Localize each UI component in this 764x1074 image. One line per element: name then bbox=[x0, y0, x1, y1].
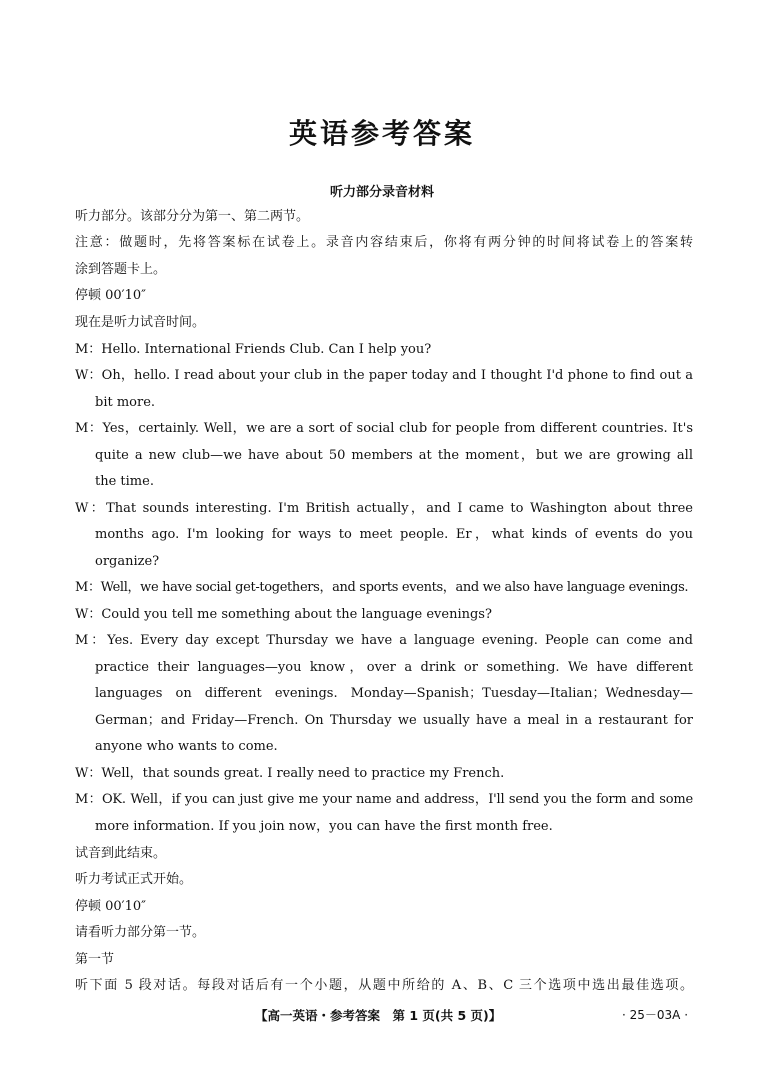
page-title: 英语参考答案 bbox=[288, 117, 475, 150]
dialogue-line: M：Well，we have social get-togethers，and sports events，and we also have language evenings. bbox=[75, 580, 689, 595]
page-code: · 25－03A · bbox=[622, 1008, 689, 1022]
dialogue-line: W：That sounds interesting. I'm British actually，and I came to Washington about three bbox=[75, 501, 693, 516]
section-heading: 第一节 bbox=[75, 952, 115, 967]
dialogue-line: anyone who wants to come. bbox=[95, 739, 278, 754]
text-line: 注意：做题时，先将答案标在试卷上。录音内容结束后，你将有两分钟的时间将试卷上的答案转 bbox=[75, 235, 693, 250]
text-line: 停顿 00′10″ bbox=[75, 288, 147, 303]
dialogue-line: W：Oh，hello. I read about your club in the paper today and I thought I'd phone to find out a bbox=[75, 368, 693, 383]
dialogue-line: German；and Friday—French. On Thursday we usually have a meal in a restaurant for bbox=[95, 713, 693, 728]
dialogue-line: the time. bbox=[95, 474, 154, 489]
text-line: 听力部分。该部分分为第一、第二两节。 bbox=[75, 209, 310, 224]
dialogue-line: M：Yes. Every day except Thursday we have a language evening. People can come and bbox=[75, 633, 693, 648]
dialogue-line: organize? bbox=[95, 554, 160, 569]
text-line: 停顿 00′10″ bbox=[75, 899, 147, 914]
dialogue-line: M：Hello. International Friends Club. Can I help you? bbox=[75, 342, 432, 357]
dialogue-line: months ago. I'm looking for ways to meet people. Er，what kinds of events do you bbox=[95, 527, 693, 542]
dialogue-line: practice their languages—you know，over a drink or something. We have different bbox=[95, 660, 693, 675]
text-line: 听下面 5 段对话。每段对话后有一个小题，从题中所给的 A、B、C 三个选项中选出最佳选项。 bbox=[75, 978, 693, 993]
text-line: 涂到答题卡上。 bbox=[75, 262, 167, 277]
dialogue-line: more information. If you join now，you can have the first month free. bbox=[95, 819, 553, 834]
dialogue-line: M：OK. Well，if you can just give me your name and address，I'll send you the form and some bbox=[75, 792, 693, 807]
dialogue-line: W：Could you tell me something about the language evenings? bbox=[75, 607, 492, 622]
dialogue-line: quite a new club—we have about 50 members at the moment，but we are growing all bbox=[95, 448, 693, 463]
text-line: 试音到此结束。 bbox=[75, 846, 167, 861]
text-line: 请看听力部分第一节。 bbox=[75, 925, 206, 940]
text-line: 听力考试正式开始。 bbox=[75, 872, 193, 887]
dialogue-line: M：Yes，certainly. Well，we are a sort of social club for people from different countries. It's bbox=[75, 421, 693, 436]
page-footer: 【高一英语・参考答案 第 1 页(共 5 页)】 bbox=[255, 1008, 502, 1023]
section-subtitle: 听力部分录音材料 bbox=[329, 185, 434, 200]
dialogue-line: W：Well，that sounds great. I really need to practice my French. bbox=[75, 766, 505, 781]
dialogue-line: languages on different evenings. Monday—Spanish；Tuesday—Italian；Wednesday— bbox=[95, 686, 693, 701]
dialogue-line: bit more. bbox=[95, 395, 156, 410]
text-line: 现在是听力试音时间。 bbox=[75, 315, 206, 330]
